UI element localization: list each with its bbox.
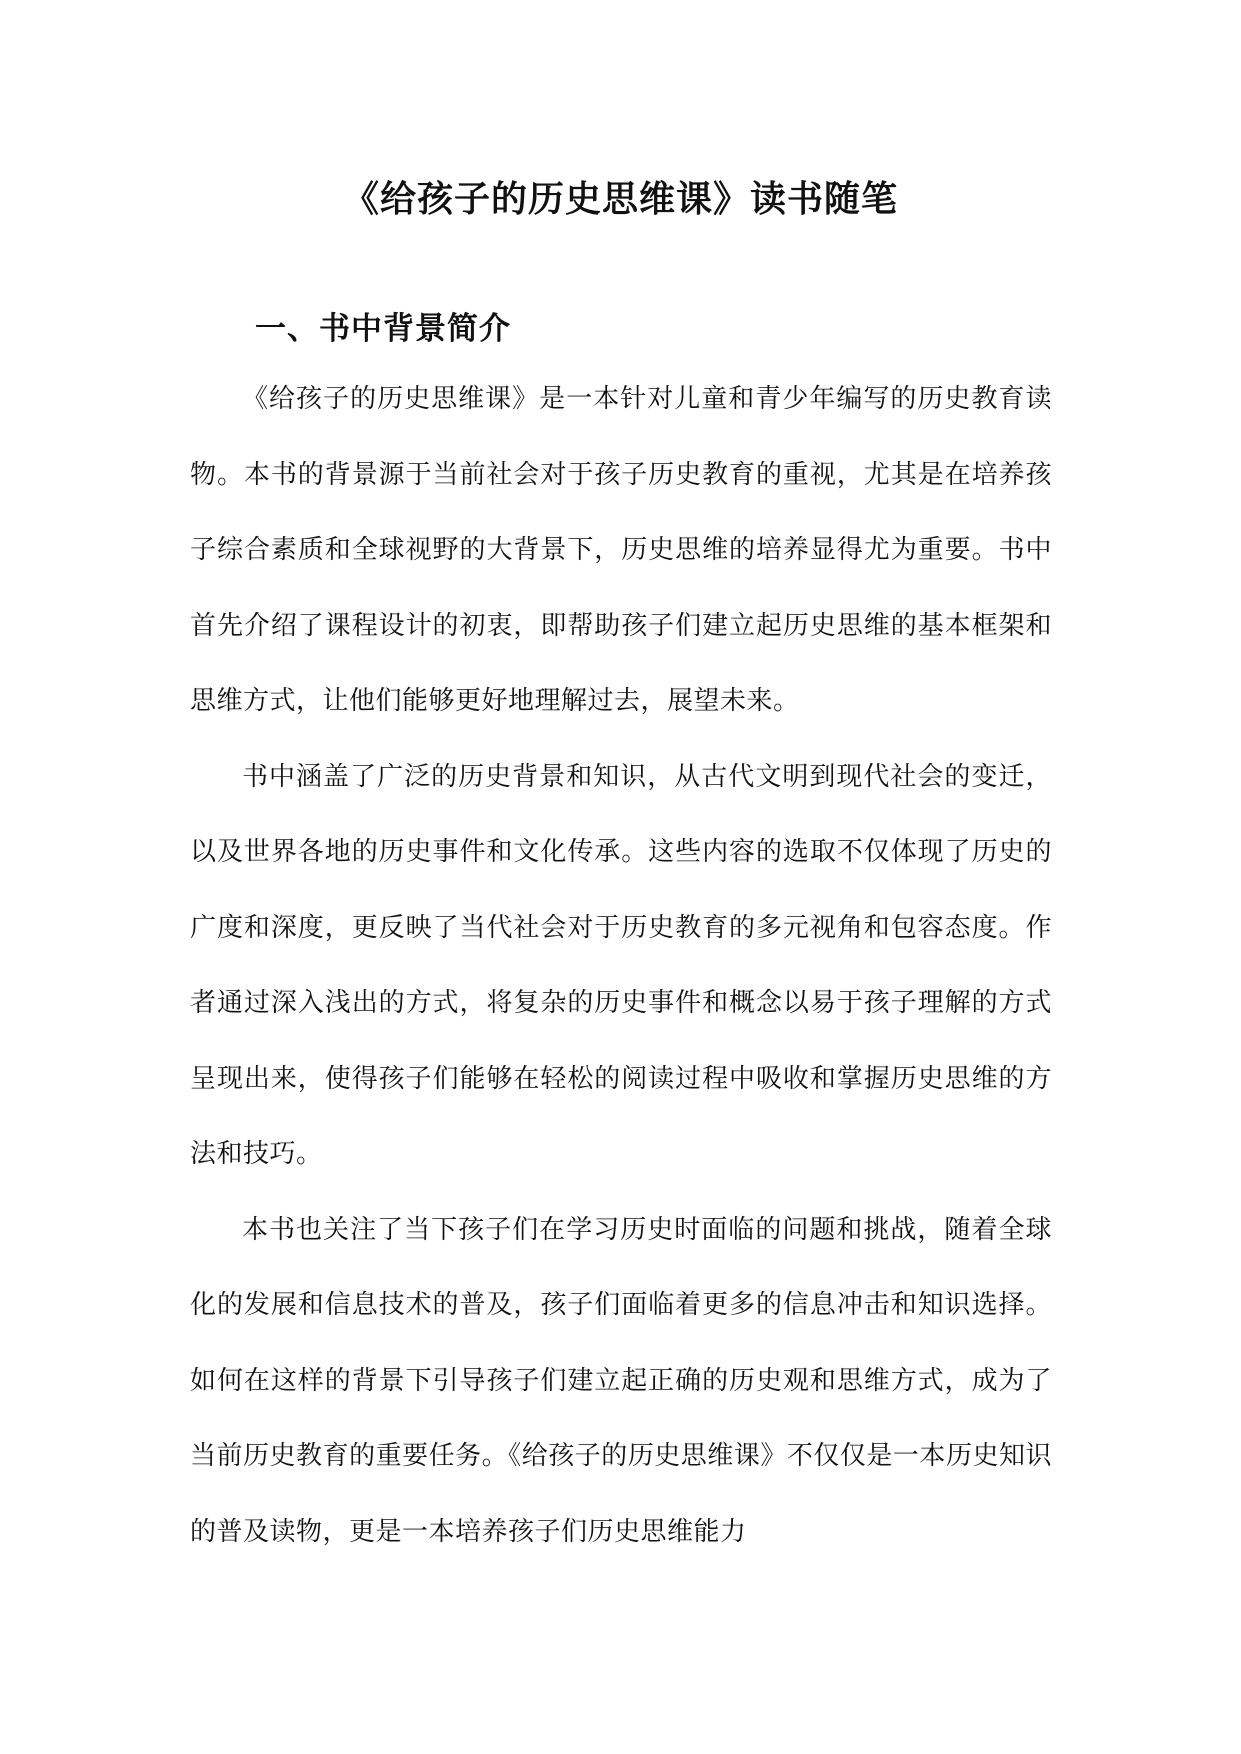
body-text — [190, 362, 1052, 1570]
paragraph: 《给孩子的历史思维课》是一本针对儿童和青少年编写的历史教育读物。本书的背景源于当前社会对于孩子历史教育的重视，尤其是在培养孩子综合素质和全球视野的大背景下，历史思维的培养显得尤为重要。书中首先介绍了课程设计的初衷，即帮助孩子们建立起历史思维的基本框架和思维方式，让他们能够更好地理解过去，展望未来。 — [190, 384, 1052, 716]
paragraph: 书中涵盖了广泛的历史背景和知识，从古代文明到现代社会的变迁，以及世界各地的历史事件和文化传承。这些内容的选取不仅体现了历史的广度和深度，更反映了当代社会对于历史教育的多元视角和包容态度。作者通过深入浅出的方式，将复杂的历史事件和概念以易于孩子理解的方式呈现出来，使得孩子们能够在轻松的阅读过程中吸收和掌握历史思维的方法和技巧。 — [190, 761, 1052, 1169]
section-heading: 一、书中背景简介 — [255, 310, 511, 347]
paragraph: 本书也关注了当下孩子们在学习历史时面临的问题和挑战，随着全球化的发展和信息技术的普及，孩子们面临着更多的信息冲击和知识选择。如何在这样的背景下引导孩子们建立起正确的历史观和思维方式，成为了当前历史教育的重要任务。《给孩子的历史思维课》不仅仅是一本历史知识的普及读物，更是一本培养孩子们历史思维能力 — [190, 1214, 1052, 1547]
document-title: 《给孩子的历史思维课》读书随笔 — [342, 179, 898, 221]
